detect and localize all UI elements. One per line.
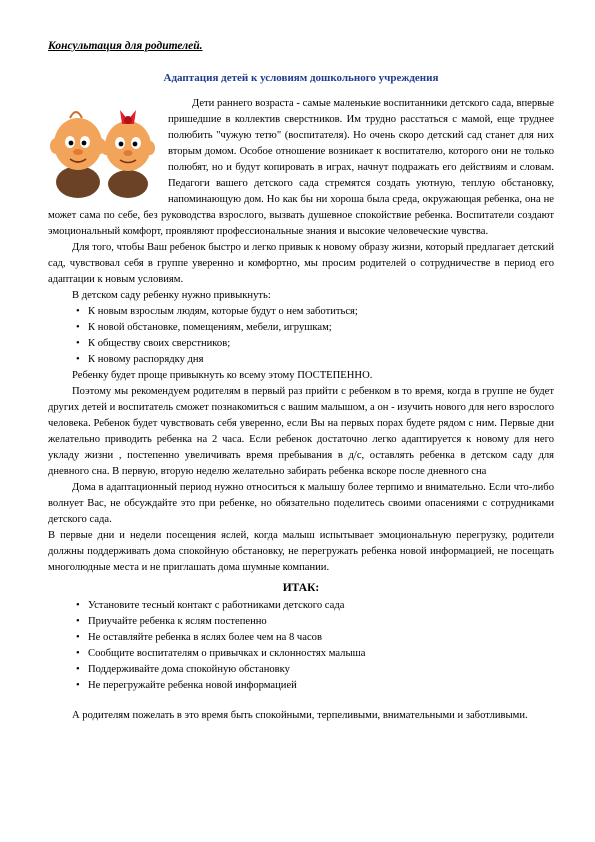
list-item: • Сообщите воспитателям о привычках и склонностях малыша (76, 646, 554, 662)
gradually-note: Ребенку будет проще привыкнуть ко всему этому ПОСТЕПЕННО. (72, 370, 373, 381)
intro-paragraph: Дети раннего возраста - самые маленькие воспитанники детского сада, впервые пришедшие в коллектив сверстников. Им трудно расстаться с мамой, еще труднее полюбить "чужую тетю" (воспитателя). Но очень скоро детский сад станет для них вторым домом. Особое отношение возникает к воспитателю, которого они не только полюбят, но и будут копировать в играх, начнут подражать его действиям и словам. Педагоги вашего детского сада стремятся создать уютную, теплую обстановку, напоминающую дом. Но как бы ни хороша была среда, окружающая ребенка, она не может сама по себе, без руководства взрослого, вызвать душевное спокойствие ребенка. Воспитатели создают эмоциональный комфорт, проявляют профессиональные знания и высокие человеческие чувства. (48, 98, 554, 237)
intro-section (48, 96, 554, 240)
summary-list (48, 598, 554, 694)
adaptation-list (48, 304, 554, 368)
list-item: • Не перегружайте ребенка новой информацией (76, 678, 554, 694)
closing-paragraph: А родителям пожелать в это время быть спокойными, терпеливыми, внимательными и заботливыми. (72, 710, 528, 721)
paragraph-first-days: В первые дни и недели посещения яслей, когда малыш испытывает эмоциональную перегрузку, родители должны поддерживать дома спокойную обстановку, не перегружать ребенка новой информацией, не посещать многолюдные места и не приглашать дома шумные компании. (48, 530, 554, 573)
summary-heading: ИТАК: (282, 582, 320, 594)
list-item: • К новому распорядку дня (76, 352, 554, 368)
document-page (48, 38, 554, 724)
list-item: • К новой обстановке, помещениям, мебели, игрушкам; (76, 320, 554, 336)
paragraph-recommendation: Поэтому мы рекомендуем родителям в первый раз прийти с ребенком в то время, когда в группе не будет других детей и воспитатель сможет познакомиться с вашим малышом, а он - изучить нового для него взрослого человека. Ребенок будет чувствовать себя уверенно, если Вы на первых порах будете рядом с ним. Первые дни желательно приводить ребенка на 2 часа. Если ребенок достаточно легко адаптируется к новому для него укладу жизни , постепенно увеличивать время пребывания в д/с, оставлять ребенка в детском саду для дневного сна. В первую, вторую неделю желательно забирать ребенка вскоре после дневного сна (48, 386, 554, 477)
paragraph-home: Дома в адаптационный период нужно относиться к малышу более терпимо и внимательно. Если что-либо волнует Вас, не обсуждайте это при ребенке, но обязательно поделитесь своими опасениями с сотрудниками детского сада. (48, 482, 554, 525)
list-item: • Не оставляйте ребенка в яслях более чем на 8 часов (76, 630, 554, 646)
spacer (48, 694, 554, 708)
paragraph-cooperation: Для того, чтобы Ваш ребенок быстро и легко привык к новому образу жизни, который предлагает детский сад, чувствовал себя в группе уверенно и комфортно, мы просим родителей о сотрудничестве в период его адаптации к новым условиям. (48, 242, 554, 285)
list-item: • Поддерживайте дома спокойную обстановку (76, 662, 554, 678)
list-item: • К новым взрослым людям, которые будут о нем заботиться; (76, 304, 554, 320)
list-item: • Установите тесный контакт с работниками детского сада (76, 598, 554, 614)
document-heading: Консультация для родителей. (48, 40, 203, 52)
list-item: • К обществу своих сверстников; (76, 336, 554, 352)
document-title: Адаптация детей к условиям дошкольного учреждения (163, 72, 439, 84)
two-cartoon-children-icon (48, 96, 160, 200)
list1-intro: В детском саду ребенку нужно привыкнуть: (72, 290, 271, 301)
list-item: • Приучайте ребенка к яслям постепенно (76, 614, 554, 630)
